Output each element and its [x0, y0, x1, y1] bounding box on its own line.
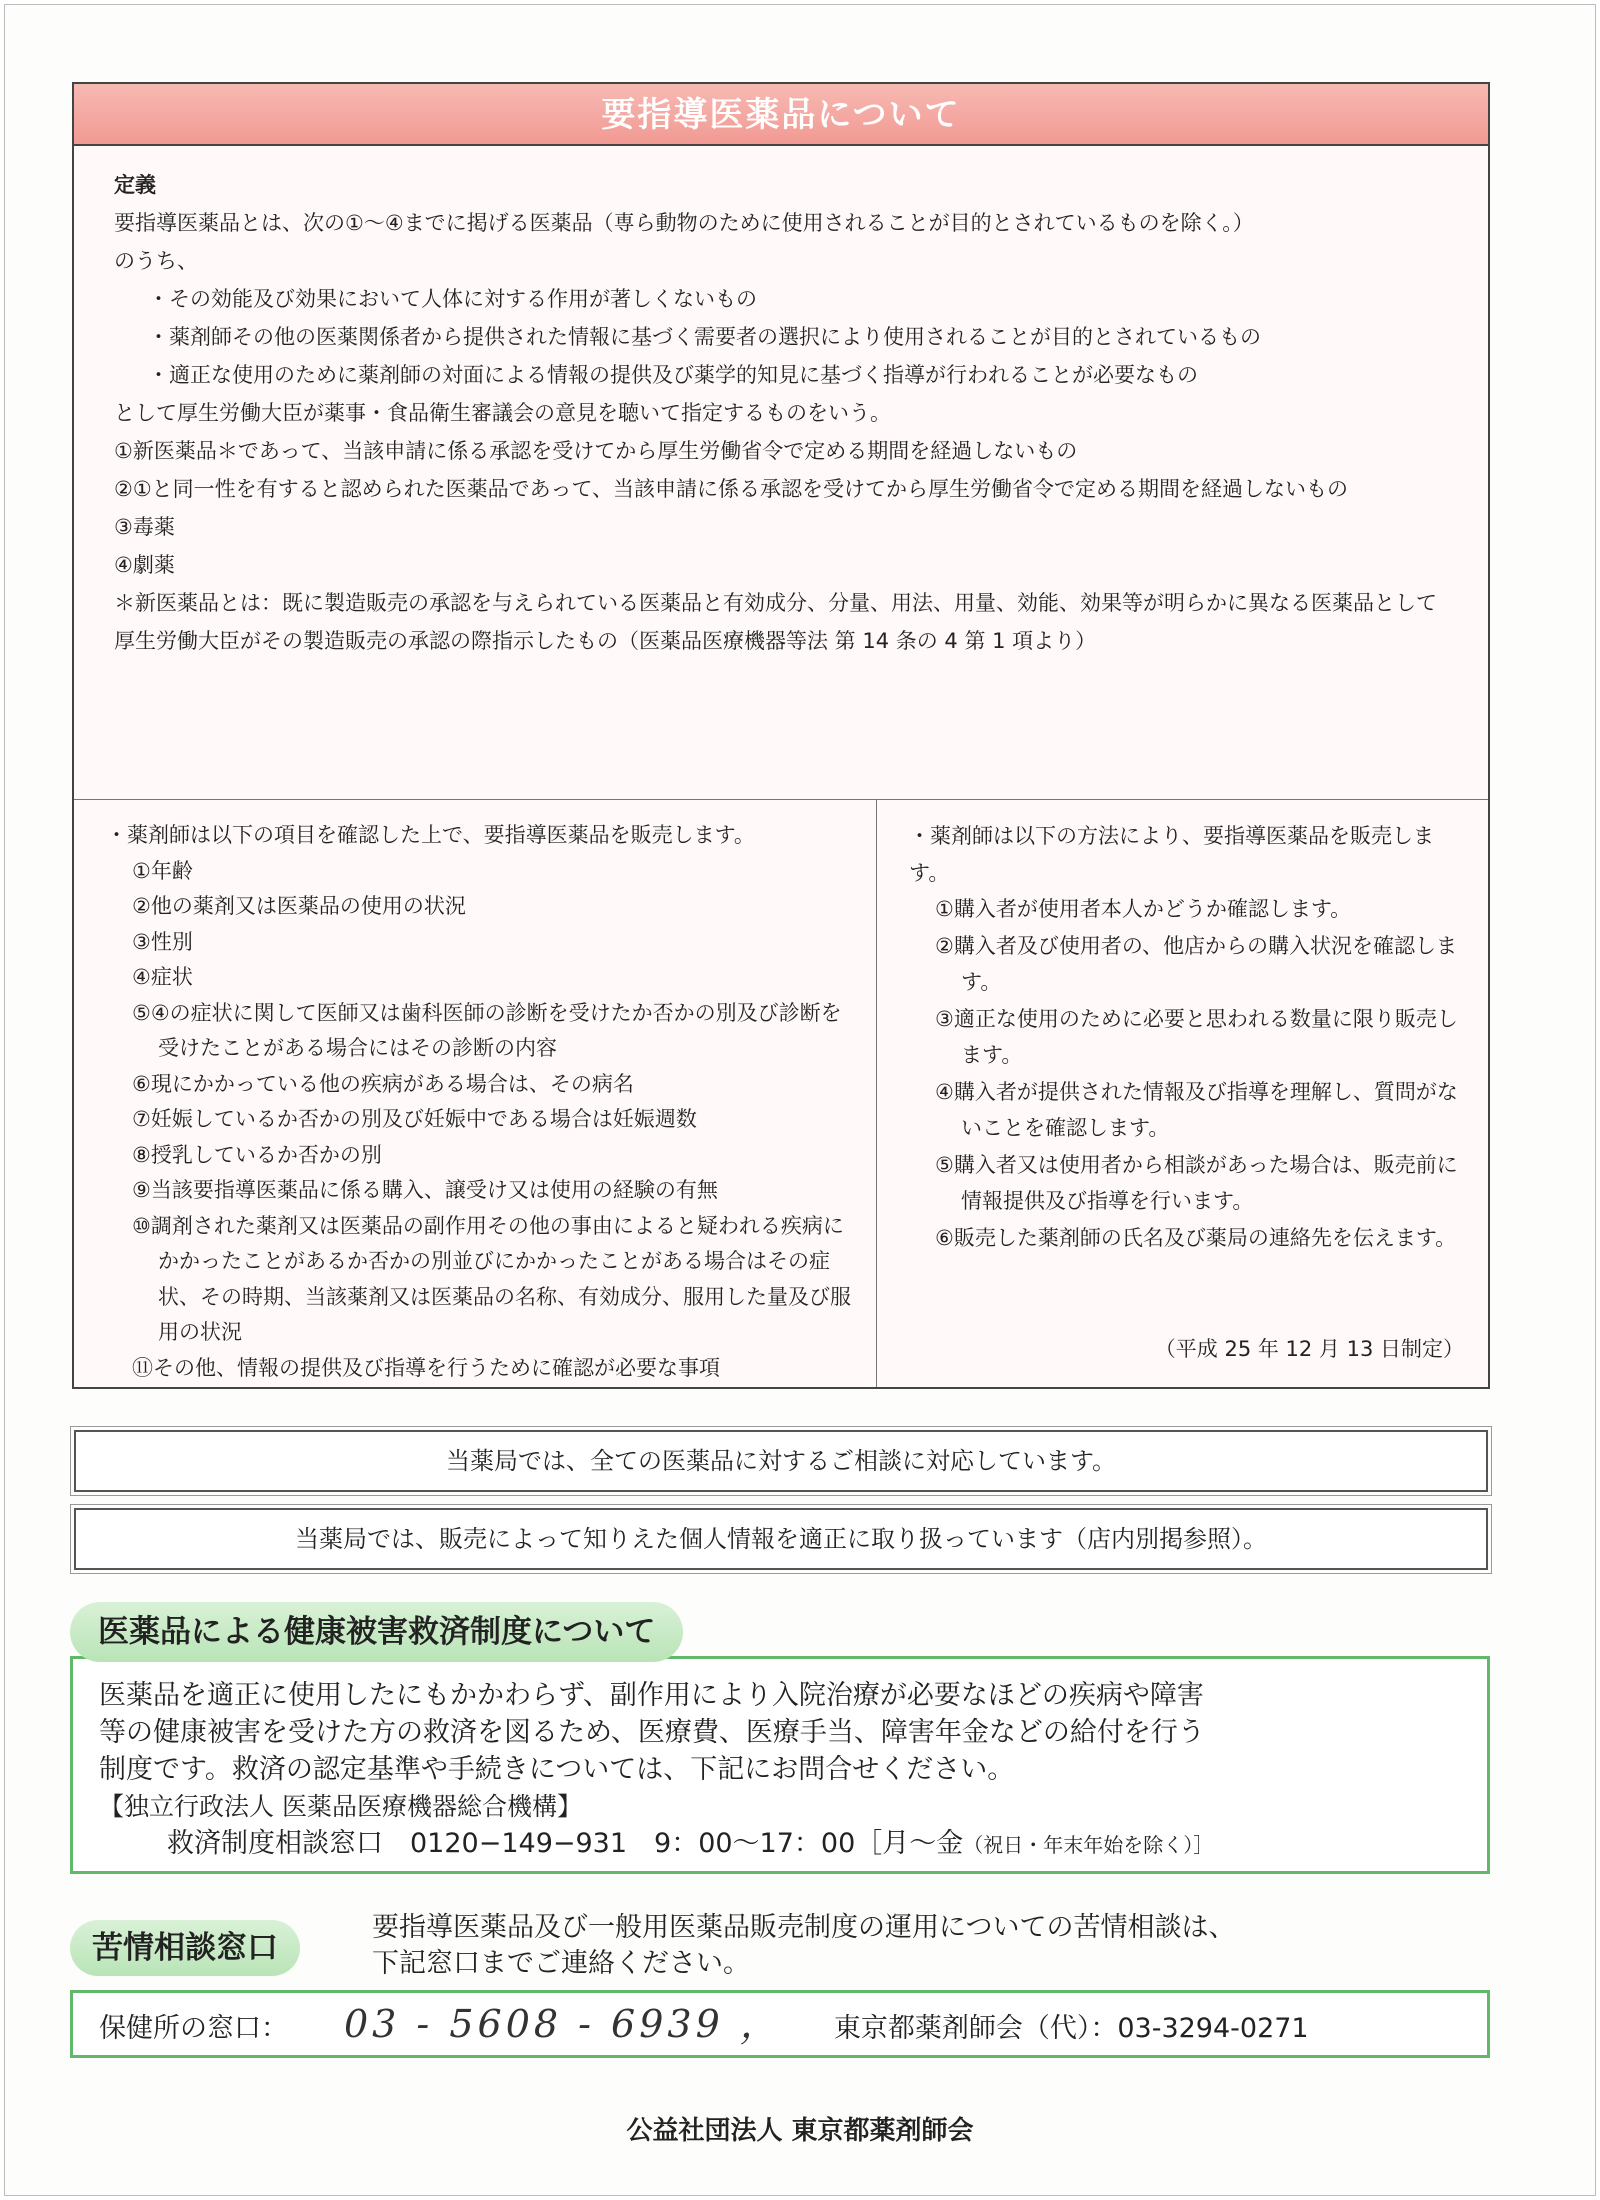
enactment-date: （平成 25 年 12 月 13 日制定）: [1154, 1336, 1464, 1361]
publisher-footer: 公益社団法人 東京都薬剤師会: [626, 2116, 974, 2146]
check-item: ③性別: [132, 929, 193, 954]
relief-system-heading: 医薬品による健康被害救済制度について: [70, 1602, 683, 1662]
definition-line: のうち、: [114, 249, 198, 273]
complaint-text-line: 下記窓口までご連絡ください。: [372, 1948, 750, 1979]
relief-contact: [99, 1825, 1461, 1864]
check-item: ④症状: [132, 965, 193, 989]
sales-method-item: ②購入者及び使用者の、他店からの購入状況を確認します。: [935, 933, 1457, 994]
relief-organization: 【独立行政法人 医薬品医療機器総合機構】: [99, 1792, 582, 1821]
definition-item: ④劇薬: [114, 553, 175, 577]
sales-method-item: ③適正な使用のために必要と思われる数量に限り販売します。: [935, 1006, 1458, 1067]
sales-method-item: ⑥販売した薬剤師の氏名及び薬局の連絡先を伝えます。: [935, 1225, 1457, 1250]
health-center-label: 保健所の窓口：: [99, 2013, 288, 2044]
complaint-heading: 苦情相談窓口: [70, 1920, 300, 1976]
definition-item: ③毒薬: [114, 515, 175, 539]
check-items-column: [74, 800, 877, 1387]
definition-item: ①新医薬品＊であって、当該申請に係る承認を受けてから厚生労働省令で定める期間を経過しないもの: [114, 439, 1078, 463]
sales-method-item: ⑤購入者又は使用者から相談があった場合は、販売前に情報提供及び指導を行います。: [935, 1152, 1458, 1213]
check-item: ⑥現にかかっている他の疾病がある場合は、その病名: [132, 1071, 634, 1096]
check-items-intro: ・薬剤師は以下の項目を確認した上で、要指導医薬品を販売します。: [106, 823, 755, 847]
relief-text-line: 等の健康被害を受けた方の救済を図るため、医療費、医療手当、障害年金などの給付を行う: [99, 1717, 1205, 1748]
sales-method-item: ④購入者が提供された情報及び指導を理解し、質問がないことを確認します。: [935, 1079, 1458, 1140]
definition-bullet: ・薬剤師その他の医薬関係者から提供された情報に基づく需要者の選択により使用されることが目的とされているもの: [148, 325, 1261, 349]
definition-footnote: ＊新医薬品とは：既に製造販売の承認を与えられている医薬品と有効成分、分量、用法、用量、効能、効果等が明らかに異なる医薬品として厚生労働大臣がその製造販売の承認の際指示したもの（医薬品医療機器等法 第 14 条の 4 第 1 項より）: [114, 591, 1437, 653]
guidance-drug-section: [72, 82, 1490, 1389]
check-item: ⑨当該要指導医薬品に係る購入、譲受け又は使用の経験の有無: [132, 1178, 718, 1202]
pharmacist-association-phone: 東京都薬剤師会（代）：03-3294-0271: [833, 2013, 1309, 2044]
relief-text-line: 制度です。救済の認定基準や手続きについては、下記にお問合せください。: [99, 1754, 1015, 1785]
check-item: ⑧授乳しているか否かの別: [132, 1142, 382, 1167]
check-item: ⑤④の症状に関して医師又は歯科医師の診断を受けたか否かの別及び診断を受けたことがある場合にはその診断の内容: [132, 1000, 842, 1060]
privacy-notice: 当薬局では、販売によって知りえた個人情報を適正に取り扱っています（店内別掲参照）。: [74, 1508, 1488, 1570]
section-title: 要指導医薬品について: [74, 84, 1488, 146]
sales-method-item: ①購入者が使用者本人かどうか確認します。: [935, 897, 1352, 921]
consultation-notice: 当薬局では、全ての医薬品に対するご相談に対応しています。: [74, 1430, 1488, 1492]
relief-contact-note: （祝日・年末年始を除く）］: [963, 1833, 1214, 1857]
check-item: ⑩調剤された薬剤又は医薬品の副作用その他の事由によると疑われる疾病にかかったことがあるか否かの別並びにかかったことがある場合はその症状、その時期、当該薬剤又は医薬品の名称、有効成分、服用した量及び服用の状況: [132, 1213, 851, 1344]
sales-method-intro: ・薬剤師は以下の方法により、要指導医薬品を販売します。: [909, 824, 1434, 885]
sales-columns: [74, 800, 1488, 1387]
health-center-phone: 03 - 5608 - 6939 ，: [344, 2002, 782, 2046]
relief-system-box: [70, 1656, 1490, 1874]
check-item: ②他の薬剤又は医薬品の使用の状況: [132, 894, 466, 918]
definition-item: ②①と同一性を有すると認められた医薬品であって、当該申請に係る承認を受けてから厚生労働省令で定める期間を経過しないもの: [114, 477, 1349, 501]
definition-bullet: ・その効能及び効果において人体に対する作用が著しくないもの: [148, 287, 757, 311]
definition-heading: 定義: [114, 173, 156, 197]
definition-line: として厚生労働大臣が薬事・食品衛生審議会の意見を聴いて指定するものをいう。: [114, 401, 891, 425]
definition-bullet: ・適正な使用のために薬剤師の対面による情報の提供及び薬学的知見に基づく指導が行われることが必要なもの: [148, 363, 1198, 387]
check-item: ①年齢: [132, 858, 193, 883]
complaint-contact-box: [70, 1990, 1490, 2058]
definition-block: [74, 146, 1488, 800]
check-item: ⑪その他、情報の提供及び指導を行うために確認が必要な事項: [132, 1355, 720, 1380]
complaint-text-line: 要指導医薬品及び一般用医薬品販売制度の運用についての苦情相談は、: [372, 1912, 1236, 1943]
relief-text-line: 医薬品を適正に使用したにもかかわらず、副作用により入院治療が必要なほどの疾病や障害: [99, 1680, 1204, 1711]
definition-line: 要指導医薬品とは、次の①～④までに掲げる医薬品（専ら動物のために使用されることが目的とされているものを除く。）: [114, 211, 1254, 235]
sales-method-column: [877, 800, 1488, 1387]
check-item: ⑦妊娠しているか否かの別及び妊娠中である場合は妊娠週数: [132, 1107, 697, 1131]
relief-contact-main: 救済制度相談窓口 0120−149−931 9：00～17：00［月～金: [167, 1828, 964, 1859]
complaint-text: [372, 1910, 1472, 1982]
